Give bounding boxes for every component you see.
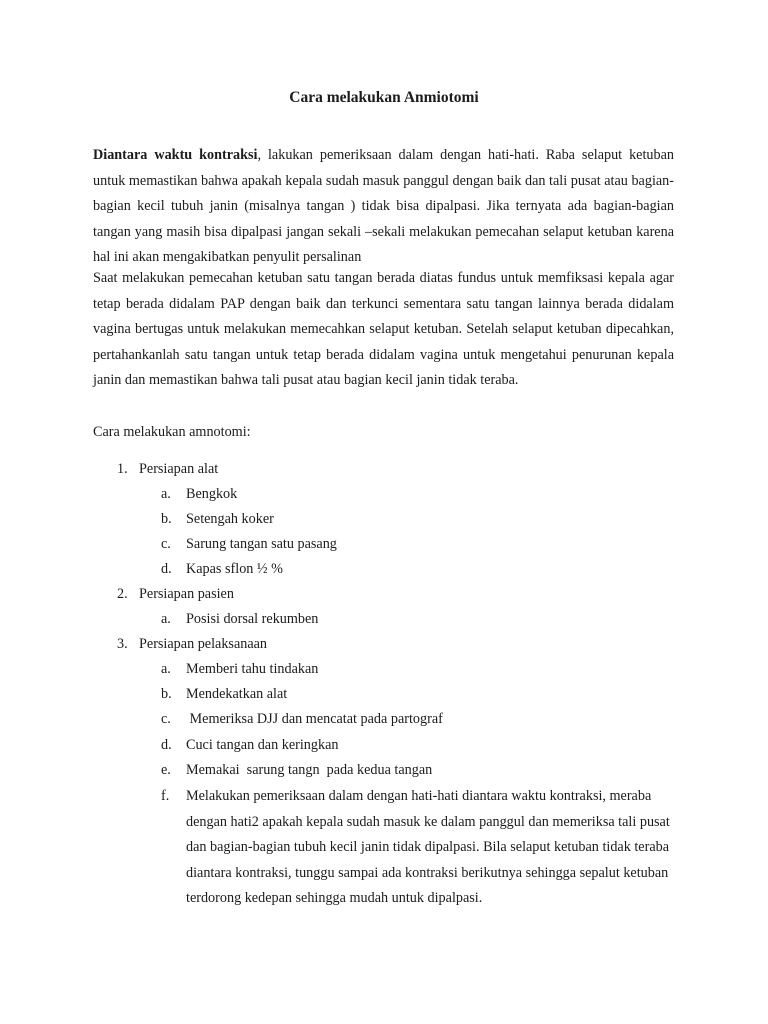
sub-item-letter: b. [161, 686, 172, 702]
list-item-label: Persiapan pelaksanaan [139, 636, 268, 652]
list-item-label: Persiapan alat [139, 461, 219, 477]
list-item [0, 457, 768, 482]
sub-item-letter: b. [161, 511, 172, 527]
list-item [0, 582, 768, 607]
sub-item-text: Bengkok [186, 486, 238, 502]
sub-item-text: Mendekatkan alat [186, 686, 288, 702]
list-item-number: 3. [117, 636, 128, 652]
sub-item-text: Cuci tangan dan keringkan [186, 737, 339, 753]
sub-item-letter: d. [161, 561, 172, 577]
sub-item-letter: e. [161, 762, 171, 778]
sub-list-item [0, 607, 768, 632]
sub-item-text: Posisi dorsal rekumben [186, 611, 319, 627]
sub-item-letter: d. [161, 737, 172, 753]
list-item-number: 1. [117, 461, 128, 477]
sub-item-text: Setengah koker [186, 511, 274, 527]
paragraph-two: Saat melakukan pemecahan ketuban satu tangan berada diatas fundus untuk memfiksasi kepala agar tetap berada didalam PAP dengan baik dan terkunci sementara satu tangan lainnya berada didalam vagina bertugas untuk melakukan memecahkan selaput ketuban. Setelah selaput ketuban dipecahkan, pertahankanlah satu tangan untuk tetap berada didalam vagina untuk mengetahui penurunan kepala janin dan memastikan bahwa tali pusat atau bagian kecil janin tidak teraba. [93, 270, 674, 388]
sub-list-item [0, 507, 768, 532]
intro-text: , lakukan pemeriksaan dalam dengan hati-hati. Raba selaput ketuban untuk memastikan bahwa apakah kepala sudah masuk panggul dengan baik dan tali pusat atau bagian-bagian kecil tubuh janin (misalnya tangan ) tidak bisa dipalpasi. Jika ternyata ada bagian-bagian tangan yang masih bisa dipalpasi jangan sekali –sekali melakukan pemecahan selaput ketuban karena hal ini akan mengakibatkan penyulit persalinan [93, 147, 674, 265]
sub-item-text: Melakukan pemeriksaan dalam dengan hati-hati diantara waktu kontraksi, meraba dengan hati2 apakah kepala sudah masuk ke dalam panggul dan memeriksa tali pusat dan bagian-bagian tubuh kecil janin tidak dipalpasi. Bila selaput ketuban tidak teraba diantara kontraksi, tunggu sampai ada kontraksi berikutnya sehingga sepalut ketuban terdorong kedepan sehingga mudah untuk dipalpasi. [186, 788, 670, 906]
sub-list-item [0, 733, 768, 758]
intro-bold-lead: Diantara waktu kontraksi [93, 147, 258, 163]
sub-item-letter: f. [161, 788, 170, 804]
sub-item-text: Memberi tahu tindakan [186, 661, 319, 677]
sub-list-item [0, 707, 768, 732]
sub-list-item [0, 682, 768, 707]
sub-item-letter: a. [161, 661, 171, 677]
paragraph-three: Cara melakukan amnotomi: [93, 424, 251, 440]
list-item-number: 2. [117, 586, 128, 602]
sub-list-item [0, 482, 768, 507]
list-item-label: Persiapan pasien [139, 586, 234, 602]
sub-item-text: Memakai sarung tangn pada kedua tangan [186, 762, 433, 778]
sub-item-letter: c. [161, 536, 171, 552]
sub-item-text: Sarung tangan satu pasang [186, 536, 337, 552]
intro-paragraph [93, 143, 674, 271]
sub-list-item [0, 532, 768, 557]
sub-list-item [0, 657, 768, 682]
sub-item-text: Kapas sflon ½ % [186, 561, 283, 577]
sub-list-item [0, 758, 768, 783]
sub-item-letter: a. [161, 611, 171, 627]
sub-item-letter: c. [161, 711, 171, 727]
sub-item-text: Memeriksa DJJ dan mencatat pada partograf [186, 711, 443, 727]
sub-item-letter: a. [161, 486, 171, 502]
document-title: Cara melakukan Anmiotomi [289, 89, 479, 106]
list-item [0, 632, 768, 657]
sub-list-item [0, 557, 768, 582]
